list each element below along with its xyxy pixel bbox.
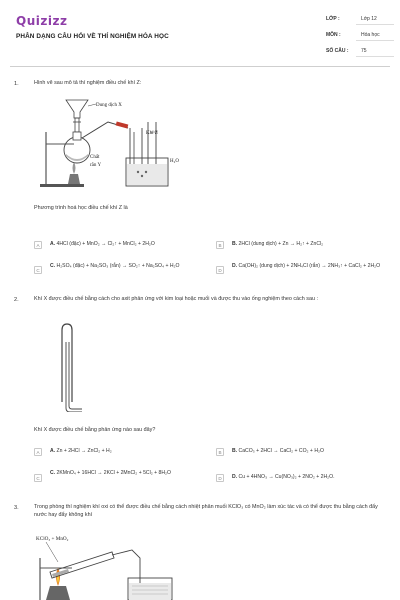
meta-underline [356,24,394,25]
option-letter-d[interactable]: D [216,474,224,482]
option-text: H₂SO₄ (đặc) + Na₂SO₃ (rắn) → SO₂↑ + Na₂SO₄ + H₂O [56,263,180,269]
quizizz-logo: Quizizz [16,14,68,28]
option-text: Ca(OH)₂ (dung dịch) + 2NH₄Cl (rắn) → 2NH₃↑ + CaCl₂ + 2H₂O [238,263,381,269]
meta-value: 75 [361,48,367,54]
meta-value: Hóa học [361,32,380,38]
label-solid: Chất [90,155,100,160]
option-label: B. [232,448,238,454]
option-letter-d[interactable]: D [216,266,224,274]
question-number: 1. [14,81,19,87]
question-number: 2. [14,297,19,303]
document-title: PHÂN DẠNG CÂU HỎI VỀ THÍ NGHIỆM HÓA HỌC [16,33,169,40]
apparatus-diagram-q1 [30,92,180,192]
meta-key: SỐ CÂU : [326,48,349,54]
option-letter-a[interactable]: A [34,448,42,456]
option-letter-b[interactable]: B [216,241,224,249]
option-a[interactable] [50,448,190,455]
meta-underline [356,40,394,41]
option-label: D. [232,474,238,480]
option-c[interactable] [50,470,202,477]
apparatus-diagram-q3 [32,528,182,600]
option-text: CaCO₃ + 2HCl → CaCl₂ + CO₂ + H₂O [238,448,324,454]
option-label: A. [50,448,56,454]
option-a[interactable] [50,241,190,248]
test-tube-diagram-q2 [44,322,84,412]
option-letter-b[interactable]: B [216,448,224,456]
option-c[interactable] [50,263,210,270]
label-gas-z: Khí Z [146,131,158,136]
option-label: C. [50,470,56,476]
question-prompt: Hình vẽ sau mô tả thí nghiệm điều chế khí Z: [34,80,142,86]
option-letter-a[interactable]: A [34,241,42,249]
option-label: D. [232,263,238,269]
option-text: 4HCl (đặc) + MnO₂ → Cl₂↑ + MnCl₂ + 2H₂O [56,241,155,247]
option-b[interactable] [232,241,382,248]
option-label: C. [50,263,56,269]
option-d[interactable] [232,263,388,270]
option-label: A. [50,241,56,247]
label-kclo3-mno2: KClO₃ + MnO₂ [36,536,69,542]
option-b[interactable] [232,448,388,455]
option-text: Cu + 4HNO₃ → Cu(NO₃)₂ + 2NO₂ + 2H₂O. [238,474,335,480]
question-prompt: Khí X được điều chế bằng cách cho axit phản ứng với kim loại hoặc muối và được thu vào ống nghiệm theo cách sau : [34,296,318,302]
label-solution-x: Dung dịch X [96,103,122,108]
question-subprompt: Khí X được điều chế bằng phản ứng nào sau đây? [34,427,156,433]
meta-value: Lớp 12 [361,16,377,22]
question-subprompt: Phương trình hoá học điều chế khí Z là [34,205,128,211]
meta-underline [356,56,394,57]
label-water: H₂O [170,159,179,164]
option-text: Zn + 2HCl → ZnCl₂ + H₂ [56,448,112,454]
option-label: B. [232,241,238,247]
option-letter-c[interactable]: C [34,474,42,482]
label-solid-y: rắn Y [90,163,102,168]
option-letter-c[interactable]: C [34,266,42,274]
question-prompt: Trong phòng thí nghiệm khí oxi có thể được điều chế bằng cách nhiệt phân muối KClO₃ có MnO₂ làm xúc tác và có thể được thu bằng cách đẩy nước hay đẩy không khí [34,504,378,518]
option-d[interactable] [232,474,388,481]
option-text: 2KMnO₄ + 16HCl → 2KCl + 2MnCl₂ + 5Cl₂ + 8H₂O [56,470,171,476]
meta-key: MÔN : [326,32,341,38]
meta-key: LỚP : [326,16,340,22]
question-number: 3. [14,505,19,511]
header-divider [10,66,390,67]
option-text: 2HCl (dung dịch) + Zn → H₂↑ + ZnCl₂ [238,241,324,247]
